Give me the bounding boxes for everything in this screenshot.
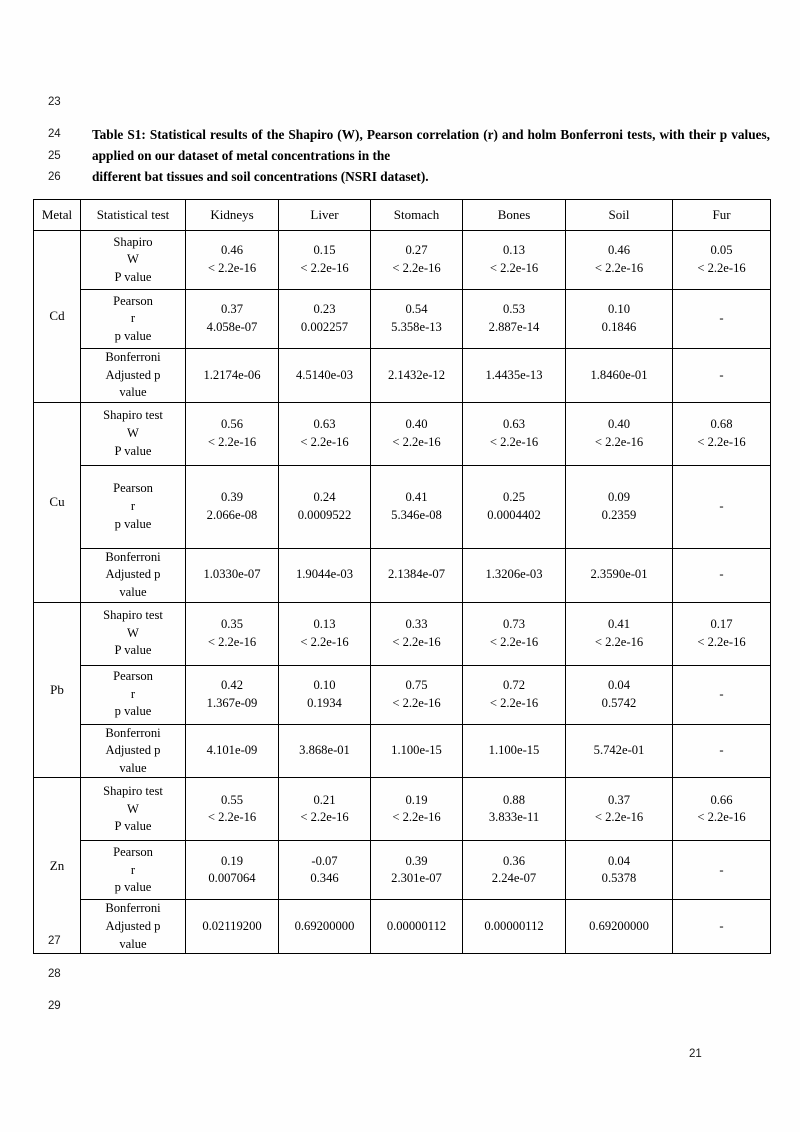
value-cell [673, 231, 771, 290]
value-cell [186, 290, 279, 349]
value-line: 2.24e-07 [491, 871, 537, 886]
value-cell [186, 465, 279, 548]
value-line: 0.04 [607, 853, 631, 868]
value-cell [673, 665, 771, 724]
value-line: - [719, 367, 724, 382]
column-header-fur: Fur [673, 200, 771, 231]
test-label-line: Bonferroni [105, 549, 161, 564]
value-line: 0.09 [607, 490, 631, 505]
value-line: 4.5140e-03 [295, 367, 353, 382]
value-cell [566, 402, 673, 465]
value-cell [279, 665, 371, 724]
value-cell [371, 724, 463, 778]
table-row [34, 548, 771, 602]
test-label-line: Pearson [113, 844, 153, 859]
value-line: -0.07 [311, 853, 338, 868]
value-cell [279, 349, 371, 403]
value-cell [279, 231, 371, 290]
value-line: 0.69200000 [294, 918, 355, 933]
value-line: < 2.2e-16 [489, 434, 539, 449]
value-line: < 2.2e-16 [300, 810, 349, 825]
value-cell [566, 665, 673, 724]
value-line: 0.46 [220, 243, 244, 258]
value-cell [566, 841, 673, 900]
test-label-line: W [127, 625, 139, 640]
caption-line-2: Bonferroni tests, with their p values, applied on our dataset of metal concentrations in the [92, 127, 771, 164]
value-line: 0.5378 [601, 871, 637, 886]
value-cell [186, 841, 279, 900]
value-cell [566, 602, 673, 665]
test-label-line: Pearson [113, 669, 153, 684]
test-label-line: Adjusted p [105, 367, 161, 382]
value-cell [463, 665, 566, 724]
value-line: - [719, 498, 724, 513]
value-line: 0.63 [502, 417, 526, 432]
test-label-line: Shapiro test [103, 408, 163, 423]
value-line: 0.63 [313, 417, 336, 432]
value-line: 5.358e-13 [391, 320, 442, 334]
value-line: < 2.2e-16 [697, 434, 746, 449]
value-line: < 2.2e-16 [207, 810, 257, 825]
value-line: 0.00000112 [484, 918, 544, 933]
value-cell [279, 778, 371, 841]
line-number-27: 27 [48, 935, 61, 947]
value-cell [463, 465, 566, 548]
value-cell [186, 778, 279, 841]
value-line: 0.56 [220, 417, 244, 432]
value-cell [371, 290, 463, 349]
line-number-28: 28 [48, 968, 61, 980]
value-line: 0.37 [220, 302, 244, 317]
value-line: 2.887e-14 [488, 320, 540, 334]
value-line: 5.346e-08 [391, 507, 442, 522]
statistical-test-cell [81, 548, 186, 602]
value-line: 0.39 [220, 490, 244, 505]
test-label-line: Adjusted p [105, 918, 161, 933]
value-line: 0.69200000 [589, 918, 649, 933]
value-line: - [719, 918, 724, 933]
statistics-table [33, 199, 771, 954]
table-header-row [34, 200, 771, 231]
value-cell [186, 602, 279, 665]
value-line: 0.00000112 [386, 918, 447, 933]
value-line: 0.10 [607, 302, 631, 317]
test-label-line: p value [114, 516, 152, 531]
value-line: 0.02119200 [202, 918, 262, 933]
column-header-soil: Soil [566, 200, 673, 231]
value-line: 1.367e-09 [206, 695, 258, 710]
test-label-line: Bonferroni [105, 901, 161, 916]
value-line: 2.066e-08 [206, 507, 258, 522]
statistical-test-cell [81, 724, 186, 778]
value-line: < 2.2e-16 [300, 634, 349, 649]
value-line: 0.13 [502, 243, 526, 258]
statistical-test-cell [81, 665, 186, 724]
value-line: 1.2174e-06 [203, 367, 261, 382]
statistical-test-cell [81, 841, 186, 900]
test-label-line: Pearson [113, 481, 153, 496]
test-label-line: value [119, 385, 147, 400]
value-line: 0.88 [502, 792, 526, 807]
value-cell [371, 231, 463, 290]
value-line: 5.742e-01 [593, 743, 645, 758]
value-line: 0.2359 [601, 507, 637, 522]
value-line: 0.23 [313, 302, 336, 317]
value-line: - [719, 862, 724, 877]
value-line: < 2.2e-16 [300, 261, 349, 275]
value-line: 2.1384e-07 [387, 567, 445, 582]
value-line: < 2.2e-16 [489, 261, 539, 275]
value-cell [566, 548, 673, 602]
line-number-29: 29 [48, 1000, 61, 1012]
table-row [34, 665, 771, 724]
test-label-line: Adjusted p [105, 567, 161, 582]
value-line: 1.0330e-07 [203, 567, 261, 582]
value-cell [463, 778, 566, 841]
value-line: 4.058e-07 [206, 320, 258, 334]
value-cell [673, 402, 771, 465]
value-cell [279, 841, 371, 900]
value-line: < 2.2e-16 [392, 695, 441, 710]
table-row [34, 465, 771, 548]
value-cell [566, 231, 673, 290]
value-line: < 2.2e-16 [594, 810, 644, 825]
statistical-test-cell [81, 402, 186, 465]
test-label-line: Pearson [113, 293, 153, 308]
value-line: < 2.2e-16 [697, 261, 746, 275]
value-line: < 2.2e-16 [300, 434, 349, 449]
value-line: 0.46 [607, 243, 631, 258]
metal-cell-pb: Pb [34, 602, 81, 778]
statistical-test-cell [81, 778, 186, 841]
value-line: - [719, 743, 724, 758]
value-line: 4.101e-09 [206, 743, 258, 758]
value-cell [279, 290, 371, 349]
value-line: 0.75 [405, 677, 428, 692]
value-cell [463, 548, 566, 602]
statistics-table-container [33, 199, 770, 954]
value-line: 1.9044e-03 [295, 567, 353, 582]
value-line: 1.4435e-13 [485, 367, 543, 382]
value-cell [673, 349, 771, 403]
table-caption [92, 124, 770, 188]
value-line: 0.68 [710, 417, 733, 432]
value-cell [463, 402, 566, 465]
page-number: 21 [689, 1048, 702, 1060]
value-line: 3.868e-01 [299, 743, 350, 758]
value-line: 0.19 [220, 853, 244, 868]
value-cell [463, 900, 566, 954]
value-cell [279, 900, 371, 954]
column-header-bones: Bones [463, 200, 566, 231]
table-row [34, 231, 771, 290]
value-cell [566, 465, 673, 548]
test-label-line: value [119, 760, 147, 775]
test-label-line: r [130, 862, 136, 877]
value-cell [463, 724, 566, 778]
table-row [34, 349, 771, 403]
caption-line-3: different bat tissues and soil concentrations (NSRI dataset). [92, 169, 429, 185]
value-line: 0.42 [220, 677, 244, 692]
value-line: 0.5742 [601, 695, 637, 710]
value-line: < 2.2e-16 [594, 261, 644, 275]
value-cell [673, 778, 771, 841]
value-cell [673, 548, 771, 602]
value-line: < 2.2e-16 [392, 434, 441, 449]
value-cell [371, 465, 463, 548]
table-row [34, 778, 771, 841]
line-number-24: 24 [48, 128, 61, 140]
value-line: 0.37 [607, 792, 631, 807]
value-line: 0.39 [405, 853, 428, 868]
value-cell [463, 349, 566, 403]
metal-cell-cd: Cd [34, 231, 81, 403]
test-label-line: r [130, 311, 136, 326]
value-cell [279, 465, 371, 548]
value-line: < 2.2e-16 [594, 634, 644, 649]
value-line: < 2.2e-16 [207, 634, 257, 649]
statistical-test-cell [81, 900, 186, 954]
value-cell [463, 290, 566, 349]
caption-line-1: Table S1: Statistical results of the Shapiro (W), Pearson correlation (r) and holm [92, 127, 557, 142]
value-cell [186, 548, 279, 602]
table-row [34, 402, 771, 465]
value-line: 0.15 [313, 243, 336, 258]
value-line: 0.25 [502, 490, 526, 505]
test-label-line: value [119, 936, 147, 951]
value-cell [673, 900, 771, 954]
value-line: 0.24 [313, 490, 336, 505]
test-label-line: p value [114, 880, 152, 895]
value-line: 1.8460e-01 [590, 367, 648, 382]
value-line: < 2.2e-16 [489, 695, 539, 710]
value-line: 1.100e-15 [391, 743, 442, 758]
value-cell [673, 465, 771, 548]
value-cell [186, 724, 279, 778]
line-number-23: 23 [48, 96, 61, 108]
test-label-line: W [127, 252, 139, 267]
test-label-line: P value [114, 819, 152, 834]
table-row [34, 602, 771, 665]
test-label-line: P value [114, 443, 152, 458]
value-line: 0.36 [502, 853, 526, 868]
value-line: < 2.2e-16 [207, 261, 257, 275]
table-body [34, 231, 771, 954]
value-line: < 2.2e-16 [594, 434, 644, 449]
value-cell [566, 290, 673, 349]
value-cell [566, 349, 673, 403]
test-label-line: Shapiro test [103, 608, 163, 623]
value-line: < 2.2e-16 [392, 261, 441, 275]
test-label-line: Bonferroni [105, 350, 161, 364]
column-header-liver: Liver [279, 200, 371, 231]
value-line: 0.1934 [307, 695, 342, 710]
statistical-test-cell [81, 290, 186, 349]
value-line: 0.41 [607, 616, 631, 631]
statistical-test-cell [81, 465, 186, 548]
value-line: 0.54 [405, 302, 428, 317]
value-line: < 2.2e-16 [489, 634, 539, 649]
test-label-line: p value [114, 328, 152, 343]
test-label-line: r [130, 686, 136, 701]
value-line: 0.0004402 [487, 507, 541, 522]
value-cell [463, 602, 566, 665]
value-cell [371, 665, 463, 724]
test-label-line: P value [114, 643, 152, 658]
value-cell [673, 290, 771, 349]
value-cell [279, 548, 371, 602]
value-line: 1.100e-15 [488, 743, 540, 758]
value-line: 0.346 [310, 871, 339, 886]
value-line: 0.41 [405, 490, 428, 505]
value-cell [279, 602, 371, 665]
value-line: < 2.2e-16 [392, 810, 441, 825]
value-cell [566, 900, 673, 954]
value-line: 0.19 [405, 792, 428, 807]
value-cell [279, 402, 371, 465]
value-line: - [719, 567, 724, 582]
value-line: < 2.2e-16 [697, 810, 746, 825]
value-line: 0.55 [220, 792, 244, 807]
column-header-stomach: Stomach [371, 200, 463, 231]
value-cell [186, 900, 279, 954]
value-line: 0.53 [502, 302, 526, 317]
value-line: - [719, 311, 724, 326]
value-cell [186, 665, 279, 724]
test-label-line: value [119, 584, 147, 599]
value-line: 0.73 [502, 616, 526, 631]
column-header-metal: Metal [34, 200, 81, 231]
value-cell [673, 602, 771, 665]
statistical-test-cell [81, 231, 186, 290]
value-line: 0.66 [710, 792, 733, 807]
statistical-test-cell [81, 349, 186, 403]
value-line: 0.10 [313, 677, 336, 692]
column-header-statistical-test: Statistical test [81, 200, 186, 231]
table-row [34, 900, 771, 954]
value-cell [566, 724, 673, 778]
table-row [34, 724, 771, 778]
value-line: 3.833e-11 [488, 810, 540, 825]
value-line: 0.04 [607, 677, 631, 692]
value-cell [463, 231, 566, 290]
test-label-line: p value [114, 704, 152, 719]
value-line: 0.35 [220, 616, 244, 631]
column-header-kidneys: Kidneys [186, 200, 279, 231]
value-cell [186, 402, 279, 465]
value-line: 0.33 [405, 616, 428, 631]
metal-cell-zn: Zn [34, 778, 81, 954]
value-line: 0.0009522 [297, 507, 352, 522]
value-cell [673, 841, 771, 900]
value-line: 0.17 [710, 616, 733, 631]
value-line: 0.21 [313, 792, 336, 807]
value-line: 0.05 [710, 243, 733, 258]
test-label-line: W [127, 425, 139, 440]
metal-cell-cu: Cu [34, 402, 81, 602]
value-line: 0.13 [313, 616, 336, 631]
value-line: - [719, 686, 724, 701]
line-number-26: 26 [48, 171, 61, 183]
value-cell [186, 231, 279, 290]
value-cell [566, 778, 673, 841]
value-cell [371, 602, 463, 665]
value-cell [279, 724, 371, 778]
value-line: 0.1846 [601, 320, 637, 334]
table-row [34, 841, 771, 900]
test-label-line: P value [114, 269, 152, 284]
value-line: 0.27 [405, 243, 428, 258]
table-row [34, 290, 771, 349]
value-cell [673, 724, 771, 778]
value-line: 0.40 [405, 417, 428, 432]
value-line: 2.1432e-12 [387, 367, 445, 382]
value-line: 1.3206e-03 [485, 567, 543, 582]
value-cell [371, 349, 463, 403]
value-line: < 2.2e-16 [207, 434, 257, 449]
value-line: < 2.2e-16 [697, 634, 746, 649]
value-line: 0.72 [502, 677, 526, 692]
test-label-line: W [127, 801, 139, 816]
value-cell [186, 349, 279, 403]
value-cell [371, 900, 463, 954]
test-label-line: Adjusted p [105, 743, 161, 758]
value-cell [371, 778, 463, 841]
test-label-line: Shapiro [113, 234, 153, 249]
statistical-test-cell [81, 602, 186, 665]
line-number-25: 25 [48, 150, 61, 162]
value-cell [463, 841, 566, 900]
test-label-line: Shapiro test [103, 783, 163, 798]
value-line: 0.007064 [208, 871, 256, 886]
value-line: 2.3590e-01 [590, 567, 648, 582]
value-line: 2.301e-07 [391, 871, 442, 886]
value-cell [371, 841, 463, 900]
value-line: < 2.2e-16 [392, 634, 441, 649]
value-line: 0.002257 [300, 320, 349, 334]
value-cell [371, 402, 463, 465]
test-label-line: Bonferroni [105, 725, 161, 740]
value-line: 0.40 [607, 417, 631, 432]
test-label-line: r [130, 498, 136, 513]
value-cell [371, 548, 463, 602]
